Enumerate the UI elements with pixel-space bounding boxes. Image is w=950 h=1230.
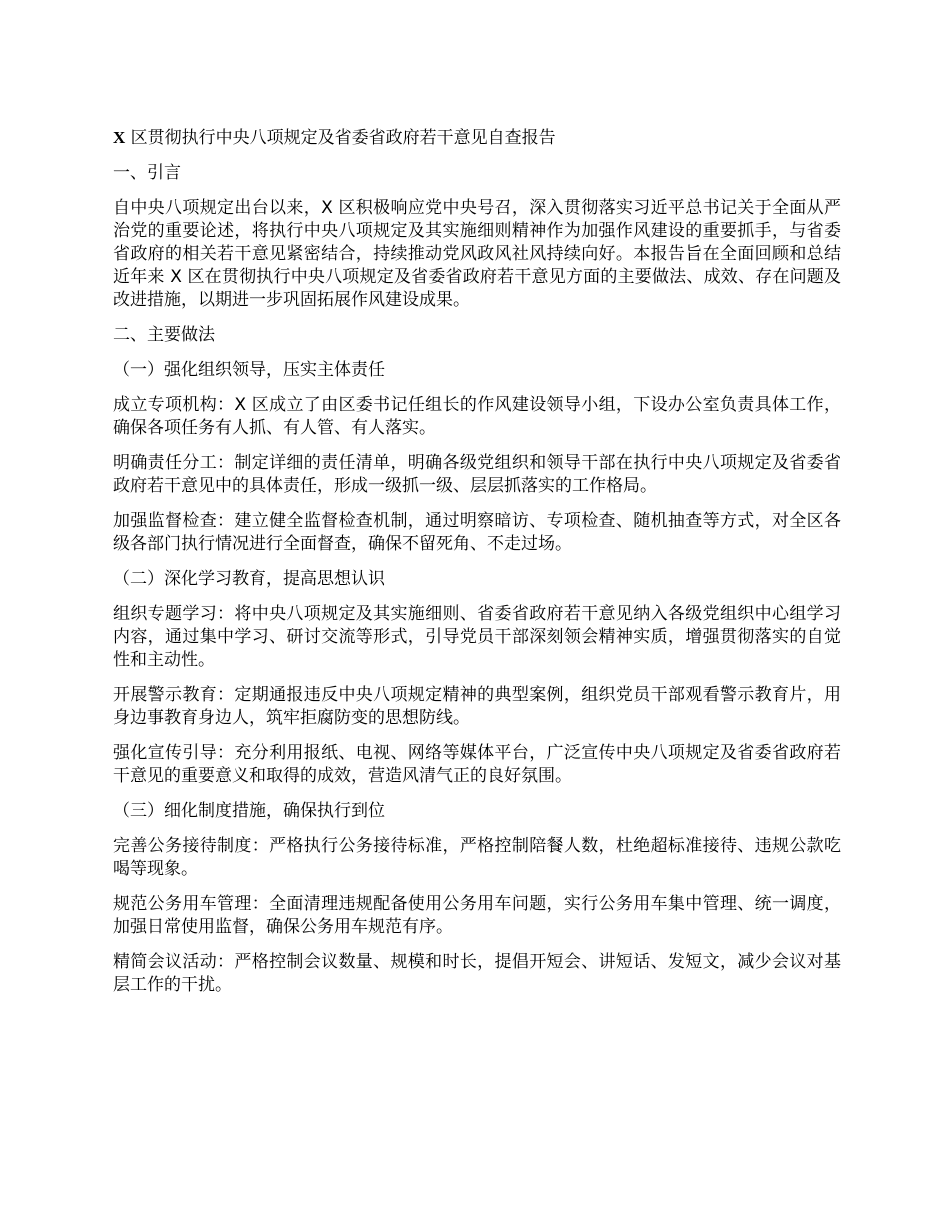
subsection-3-heading: （三）细化制度措施，确保执行到位 [113, 801, 385, 821]
subsection-2-paragraph-3: 强化宣传引导：充分利用报纸、电视、网络等媒体平台，广泛宣传中央八项规定及省委省政府若干意见的重要意义和取得的成效，营造风清气正的良好氛围。 [113, 743, 841, 786]
main-heading: 二、主要做法 [113, 325, 215, 345]
subsection-2-paragraph-2: 开展警示教育：定期通报违反中央八项规定精神的典型案例，组织党员干部观看警示教育片，用身边事教育身边人，筑牢拒腐防变的思想防线。 [113, 685, 841, 728]
subsection-3-paragraph-2: 规范公务用车管理：全面清理违规配备使用公务用车问题，实行公务用车集中管理、统一调度，加强日常使用监督，确保公务用车规范有序。 [113, 894, 841, 937]
title-prefix: X [113, 128, 126, 147]
subsection-1-paragraph-1: 成立专项机构：X 区成立了由区委书记任组长的作风建设领导小组，下设办公室负责具体工作，确保各项任务有人抓、有人管、有人落实。 [113, 395, 841, 438]
document-title [113, 126, 841, 150]
subsection-1-heading: （一）强化组织领导，压实主体责任 [113, 360, 385, 380]
intro-paragraph: 自中央八项规定出台以来，X 区积极响应党中央号召，深入贯彻落实习近平总书记关于全面从严治党的重要论述，将执行中央八项规定及其实施细则精神作为加强作风建设的重要抓手，与省委省政府的相关若干意见紧密结合，持续推动党风政风社风持续向好。本报告旨在全面回顾和总结近年来 X 区在贯彻执行中央八项规定及省委省政府若干意见方面的主要做法、成效、存在问题及改进措施，以期进一步巩固拓展作风建设成果。 [113, 198, 841, 310]
subsection-1-paragraph-3: 加强监督检查：建立健全监督检查机制，通过明察暗访、专项检查、随机抽查等方式，对全区各级各部门执行情况进行全面督查，确保不留死角、不走过场。 [113, 511, 841, 554]
title-text: 区贯彻执行中央八项规定及省委省政府若干意见自查报告 [125, 128, 556, 148]
document-page [113, 120, 841, 997]
intro-heading: 一、引言 [113, 163, 181, 183]
subsection-2-paragraph-1: 组织专题学习：将中央八项规定及其实施细则、省委省政府若干意见纳入各级党组织中心组学习内容，通过集中学习、研讨交流等形式，引导党员干部深刻领会精神实质，增强贯彻落实的自觉性和主动性。 [113, 604, 841, 670]
subsection-1-paragraph-2: 明确责任分工：制定详细的责任清单，明确各级党组织和领导干部在执行中央八项规定及省委省政府若干意见中的具体责任，形成一级抓一级、层层抓落实的工作格局。 [113, 453, 841, 496]
subsection-3-paragraph-1: 完善公务接待制度：严格执行公务接待标准，严格控制陪餐人数，杜绝超标准接待、违规公款吃喝等现象。 [113, 836, 841, 879]
subsection-3-paragraph-3: 精简会议活动：严格控制会议数量、规模和时长，提倡开短会、讲短话、发短文，减少会议对基层工作的干扰。 [113, 952, 841, 995]
subsection-2-heading: （二）深化学习教育，提高思想认识 [113, 569, 385, 589]
